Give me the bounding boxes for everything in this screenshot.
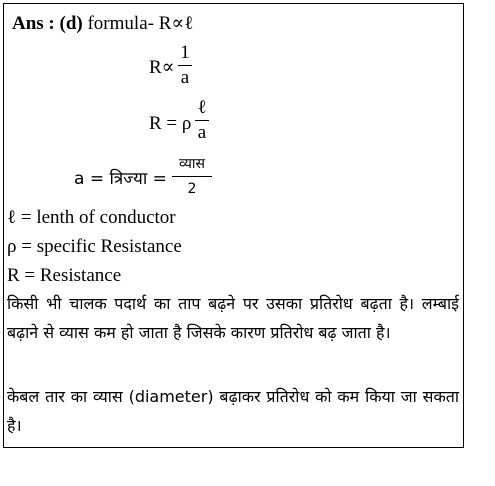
fraction-denominator: a [180,67,190,88]
answer-prefix: Ans : (d) [12,13,83,34]
fraction-numerator: ℓ [197,97,207,118]
answer-box [3,3,464,448]
formula-proportional-lhs: R∝ [149,57,175,78]
explanation-paragraph-2: केबल तार का व्यास (diameter) बढ़ाकर प्रतिरोध को कम किया जा सकता है। [7,387,459,435]
fraction-bar [172,176,212,177]
fraction-denominator: 2 [187,181,197,197]
fraction-denominator: a [197,122,207,143]
definition-resistance: R = Resistance [7,265,122,286]
answer-heading [12,13,193,35]
formula-resistance-lhs: R = ρ [149,113,192,134]
fraction-bar [195,120,209,121]
fraction-numerator: 1 [180,42,190,63]
formula-radius-fraction [172,153,212,200]
fraction-numerator: व्यास [179,156,205,172]
formula-proportional-fraction [178,42,192,89]
explanation-paragraph-1: किसी भी चालक पदार्थ का ताप बढ़ने पर उसका प्रतिरोध बढ़ता है। लम्बाई बढ़ाने से व्यास कम हो जाता है जिसके कारण प्रतिरोध बढ़ जाता है। [7,294,459,342]
formula-resistance-fraction [195,97,209,144]
definition-length: ℓ = lenth of conductor [7,207,176,228]
formula-radius-lhs: a = त्रिज्या = [74,169,167,189]
answer-formula-label: formula- R∝ℓ [87,13,194,34]
fraction-bar [178,65,192,66]
definition-resistivity: ρ = specific Resistance [7,236,182,257]
